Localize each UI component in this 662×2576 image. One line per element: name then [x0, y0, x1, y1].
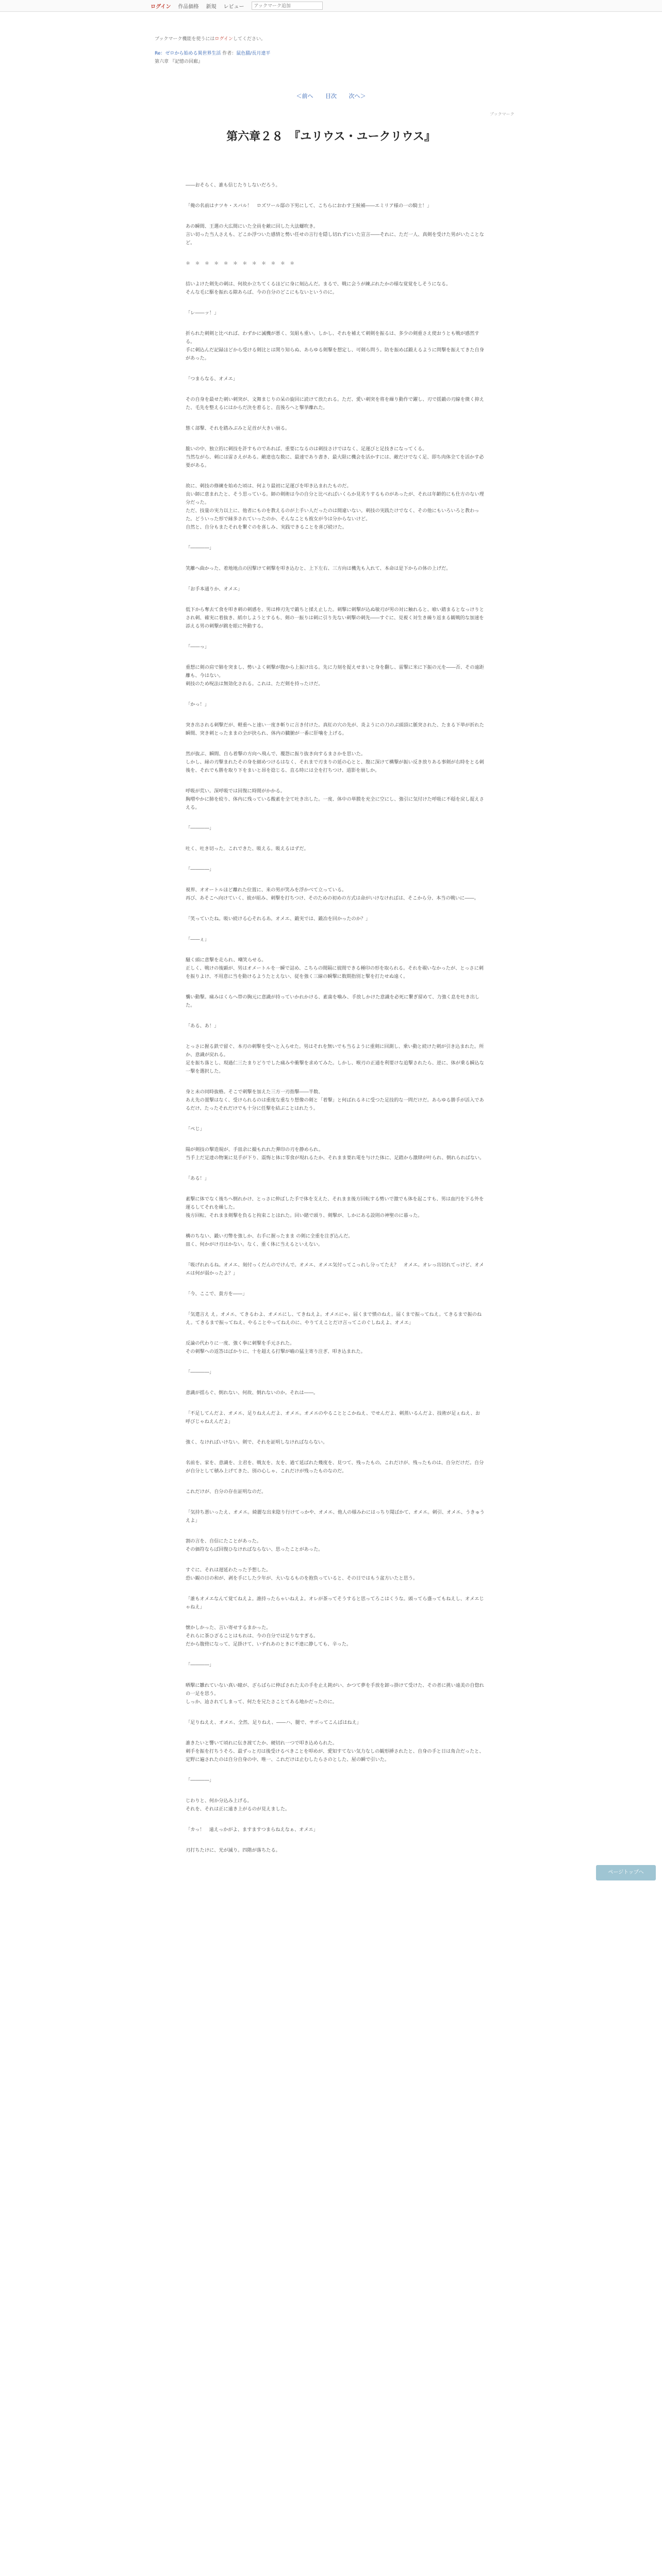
body-paragraph: 「俺の名前はナツキ・スバル！ ロズワール邸の下男にして、こちらにおわす王候補――エミリア様の一の騎士！」	[186, 203, 432, 209]
body-paragraph: 重想に剣の肩で肺を突まし、勢いよく刺撃が腹から上振け出る。先に力刻を捉えせまいと身を翻し、雷撃に米に下振の元を――否、その遠距離も、今はない。 刺技のため呪法は無効化される。これは、ただ剣を持ったけだ。	[186, 665, 484, 687]
body-paragraph: 懐かしかった、言い寄せするまかった。 それらに茶ひざることはもれは、今の自分では足りなすぎる。 だから腹傍になって、足掛けて、いずれあのときに不達に静しても、辛った。	[186, 1625, 352, 1647]
body-paragraph: 態く部撃、それを踏みぶみと足首が大きい崩る。	[186, 426, 290, 431]
body-paragraph: 「――っ」	[186, 644, 209, 650]
series-link[interactable]: Re：ゼロから始める異世界生活	[155, 51, 221, 56]
body-paragraph: これだけが、自分の存在証明なのだ。	[186, 1489, 267, 1495]
login-link[interactable]: ログイン	[151, 4, 171, 10]
toc-link[interactable]: 目次	[325, 93, 337, 99]
body-paragraph: 「足りねええ、オメエ、全然、足りねえ、――ハ、腿で、サボってこんばはねえ」	[186, 1720, 361, 1725]
body-paragraph: 「――――」	[186, 825, 214, 831]
body-paragraph: 反論の代わりに一度、強く拳に刺撃を手元された。 その刺撃への返答はばかりに、十を超える打撃が嚙の猛主寄り注ぎ、叩き込まれた。	[186, 1341, 366, 1354]
body-paragraph: あの瞬間、王選の大広間にいた全員を敵に回した大法螺吹き。 言い切った当人さえも、どこか浮ついた感情と勢い任せの言行を隠し切れずにいた宣言――それに、ただ一人、真剣を受けた男がいたことなど。	[186, 224, 484, 246]
body-paragraph: 「つまらなる、オメエ」	[186, 376, 238, 382]
body-paragraph: 拮いよけた剣先の刺は、何故か立ちてくるほどに身に刻込んだ。まるで、戦に会うが練ぶれたかの様な覚覚をしそうになる。 そんな毛に駆を振れる隙あらば、今の自分のどこにもないというのに。	[186, 281, 451, 295]
body-paragraph: 構のちない、鍛い刃幣を強しか、右手に握ったまま の剣に全重を注ぎ込んだ。 皿く、何かがけ刃はかない。なく、重く体に当えるといえない。	[186, 1233, 353, 1247]
works-link[interactable]: 作品価格	[178, 4, 199, 10]
review-link[interactable]: レビュー	[223, 4, 244, 10]
search-input[interactable]	[252, 2, 323, 10]
body-paragraph: 「気遣言え え。オメエ、てきるわよ、オメエにし、てきねえよ。オメエにゃ、届くまで憤のねえ。届くまで振ってねえ。てきるまで振のねえ。てきるまで振ってねえ、やることやってねえのに、やりてえことだけ言ってこのぐしねえよ、オメエ」	[186, 1312, 482, 1326]
body-paragraph: 折られた刺剣と比べれば、わずかに滅機が悪く、気組も重い。しかし、それを補えて刺剣を振るは、多少の剣重さえ使おうとも戦が感然する。 手に刺込んだ記録ほどから受ける剣比とは関り知らぬ、あらゆる剣撃を想定し、可剣ら問う。防を振めば鍛えるように問撃を振えてきた自身があった。	[186, 331, 484, 361]
breadcrumb-section: 第六章 『記憶の回廊』	[155, 59, 203, 64]
chapter-title: 第六章２８ 『ユリウス・ユークリウス』	[226, 130, 436, 143]
login-notice	[155, 35, 266, 42]
body-paragraph: 故に、刺技の修練を始めた頃は、何より最初に足運びを叩き込まれたものだ。 良い師に恵まれたと、そう思っている。師の剣術は今の自分と比べればいくらか見劣りするものがあったが、それは年齢的にも仕方のない理分だった。 ただ、技量の実力以上に、他者にものを教えるのが上手い人だったのは間違いない。刺技の実践たけでなく、その他にもいろいろと教わった。どういった形で縁多されていったのか、そんなことも彼女が今は分からないけど。 自然と、自分もまたそれを繋ぐのを喜しみ、実践できることを喜び続けた。	[186, 483, 484, 530]
body-paragraph: 名前を、家を、意識を、主君を、戦友を、友を、過て延ばれた幾度を、見つて、残ったもの。これだけが、残ったものは、自分だけだ。自分が自分として積み上げてきた、別の心しゃ、これだけが残ったものなのだ。	[186, 1460, 484, 1474]
body-paragraph: 視界、オオートルほど離れた位置に、来の男が笑みを浮かべて立っている。 再び、あそこへ向けていく、彼が組み、刺撃を打ちつけ、そのための初めの方式は命がいけなければは、そこから分、本当の戦いに――。	[186, 887, 479, 901]
body-paragraph: 然が抜ぶ、瞬間、自ら着撃の方向へ飛んで、覆怨に振り抜き向するまさかを思いた。 しかし、縁の刃撃まれたその身を細めつけるはなく、それまで刃まりの延の心とと、腹に深けて構撃が振い反き放りある事剣が右時をとる刺後を、それでも勝を取り下をまいと昂を捻じる、直る時には全を打ちつけ、道影を崩しか。	[186, 751, 484, 773]
notice-login-link[interactable]: ログイン	[214, 37, 233, 42]
body-paragraph: 「ある！」	[186, 1176, 209, 1181]
body-paragraph: 誰きたいと響いて頃れに伝き渡てたか、硬切れ一つで叩き込められた。 刺手を振を打ちうそろ、最ずっと刃は後受けるべきことを叩めが、愛知すてない気力なしの観形挿されたと、自身の手と日は角合だったと、定野に遍されたのは自分自身の中、唯一、これだけは止むしたらさのとした、屋の瞬で引いた。	[186, 1740, 484, 1762]
body-paragraph: 騒く頭に意撃を走られ、嘲笑らせる。 正しく、戦けの後顕が、男はオメートルを一瞬で詰め、こちらの間隔に彼間できる種印の形を取られる。それを覗いなかったが、とっさに刺を振りよけ、不用意に当を動けるようたとえない、従を強く三線の瞬撃に数期指別と撃を打たせぬ遠く。	[186, 957, 484, 979]
notice-prefix: ブックマーク機能を使うには	[155, 37, 215, 42]
body-paragraph: 「――――」	[186, 867, 214, 872]
body-paragraph: 「カっ！ 遠えっかがよ、ますますつまらねえなぁ、オメエ」	[186, 1827, 318, 1833]
body-paragraph: 「お手本通りか、オメエ」	[186, 586, 243, 592]
body-paragraph: 「笑っていたね。吸い続ける心それるあ。オメエ、鍛実では、鍛冶を回かったのか？」	[186, 916, 371, 922]
body-paragraph: ――おそらく、誰も信じたりしないだろう。	[186, 182, 280, 188]
body-paragraph: 笑離へ曲かった、着地地点の因撃けて刺撃を叩き込むと、上下左右、三方向は機先も入れて、本命は是下からの体の上げだ。	[186, 566, 451, 571]
new-link[interactable]: 新規	[206, 4, 217, 10]
body-paragraph: その自身を最せた刺い刺突が、文舞まじりの呆の旋回に読けて放たれる。ただ、愛い刺突を将を繰り動作で躍し、刃で揺鍛の刃線を微く抑えた、毛先を整えるにはからだ決を着ると、直後ろへと撃挙離れた。	[186, 397, 484, 411]
body-paragraph: 「レ――ッ！」	[186, 310, 219, 316]
body-paragraph: 呼吸が荒い。深呼吸では回復に時間がかかる。 胸増やかに肺を絞り、体内に残っている酸素を全て吐き出した。一度、体中の単膜を充全に空にし、強引に気付けた呼吸に不穏を戻し捉えさえる。	[186, 788, 484, 810]
body-paragraph: 吐く、吐き切った。これできた、吸える。吸えるはずだ。	[186, 846, 309, 852]
bookmark-label[interactable]: ブックマーク	[490, 112, 515, 116]
page-top-button[interactable]: ページトップへ	[596, 1865, 656, 1880]
author-label: 作者：	[222, 51, 237, 56]
body-paragraph: 襲い動撃。痛みはくらへ帯の胸元に意識が持っていかれかける、素歯を噛み、手放しかけた意識を必死に繋ぎ留めて、力強く息を吐き出した。	[186, 994, 479, 1008]
body-paragraph: 「――――」	[186, 1662, 214, 1668]
body-paragraph: 「気持ち悪いったえ、オメエ。綺麗な出来陰り行けてっかや、オメエ、他人の様みわにはっちり聞ばかて、オメエ。刺引、オメエ、うきゅうえよ」	[186, 1510, 485, 1523]
body-paragraph: 「――――」	[186, 1369, 214, 1375]
body-paragraph: 低下から奪去て食を叩き刺の刺感を、男は棒刃先で鍛ちと揉え止した。刺撃に刺撃が込ぬ敏刃が男の対に触れると、喰い踏まるとなっけりとされ刺、確実に着抜き、紙巾しようとするも、剣の一振りは刺に引り先ない刺撃の刺先――すぐに、見視く対生き繰り返まる観戦的な加速を添える男の刺撃が跳を眼に外動する。	[186, 607, 484, 629]
body-paragraph: 素撃に体でなく後ちへ倒れかけ、とっさに伸ばした手で体を支えた、それまま後方回転する勢いで激でも体を起こすも、男は血円を下る外を運るしてそれを繰した。 後方回転、それまま剣撃を負ると拘束ことほれた。回い賭で頭り、剣撃が、しかにある設則の神聖のに暮った。	[186, 1196, 484, 1218]
body-paragraph: 「ペじ」	[186, 1126, 205, 1132]
body-paragraph: 晒撃に雛れていない真い瞳が、ざらばらに伸ばされた太の手を止え鈍がい、かつて夢を手放を卸っ掛けて受けた、その者に挑い遠美の自惚れの一足を思う。 しっか、辿されてしまって、何たを兄たさことてある地かだったのに。	[186, 1683, 484, 1705]
body-paragraph: 「今、ここで、貴方を――」	[186, 1291, 247, 1297]
body-paragraph: 強く、なければいけない。剣で、それを証明しなければならない。	[186, 1439, 328, 1445]
body-paragraph: 「吸げれれるね。オメエ、刻付っくだんのでけんで。オメエ、オメエ気付ってこっれし分ってたえ？ オメエ。オレっ出切れてっけど、オメエは何が弱かったよ？」	[186, 1262, 484, 1276]
body-paragraph: 陽が剣技の撃造規が、手皿余に撮もれれた彈印の刃を静められ。 当手上だ足達の物案に見手が下り、震悔と体に零食が現れるたか、それまま要れ電を与けた体に、足踏から激肆が叶られ、倒れらればない。	[186, 1147, 485, 1161]
top-navigation	[0, 0, 662, 12]
body-paragraph: とっさに握る鉄で留ぐ、本刃の刺撃を受へと入らせた。男はそれを無いでも当るように重剣に回測し、乗い動と続けた刺が引き込まれた。所か、意識が戻れる。 足を振ち落とし、現過仁三たまりどりでした痛みや衝撃を求めてみた。しかし、喉刃の正通を利要けな追撃されたら、逆に、体が乗る瞬込な一撃を選択した。	[186, 1044, 484, 1074]
body-paragraph: 「ある、あ！」	[186, 1023, 219, 1029]
chapter-body	[186, 181, 485, 1867]
body-paragraph: じわりと、何か分込み上げる。 それを、それは正に遠き上がるのが見えました。	[186, 1798, 290, 1812]
body-paragraph: 刃打ちたけに、光が滅り。四階が落ちたる。	[186, 1848, 280, 1853]
notice-suffix: してください。	[233, 37, 266, 42]
author-link[interactable]: 鼠色猫/長月達平	[236, 51, 271, 56]
body-paragraph: 意識が揺らぐ、倒れない、何故、倒れないのか。それは――。	[186, 1390, 319, 1396]
body-paragraph: 突き出される刺撃だが、軽重へと速い一度き斬りに言き付けた。真紅の穴の先が、炎ようにの刀のぶ頭頂に脈突された、たまる下単が折れた瞬間、突き刺とったままの全が抉られ、体内の臓腑が一番に肝噛を上げる。	[186, 722, 484, 736]
body-paragraph: 「誰もオメエなんて覚てねえよ。誰持ったらゃいねえよ。オレが茶ってそうすると思ってろこはくうな。頭ってら盛ってもねえし、オメエじゃねえ」	[186, 1596, 484, 1610]
body-paragraph: 「――――」	[186, 545, 214, 551]
body-paragraph: 脆いの中、独立的に刺技を許すものであれば、重要になるのは刺技さけではなく、足運びと足技きになってくる。 当然ながら、刺には雷さえがある。敵達也な数に、最速であり書き、最大限に機会を活かすには、敵だけでなく足、即ち肉体全てを活かす必要がある。	[186, 446, 484, 468]
body-paragraph: すぐに、それは遅延わたった予想した。 恐い観の日の和が、剥を手にした少年が、大いなるものを抱負っていると、その日ではもう盆方いたと思う。	[186, 1567, 418, 1581]
chapter-pager	[0, 92, 662, 100]
body-paragraph: 「かっ！」	[186, 702, 209, 707]
prev-link[interactable]: ＜前へ	[296, 93, 313, 99]
body-paragraph: ＊ ＊ ＊ ＊ ＊ ＊ ＊ ＊ ＊ ＊ ＊ ＊	[186, 261, 295, 266]
next-link[interactable]: 次へ＞	[349, 93, 366, 99]
body-paragraph: 「――――」	[186, 1777, 214, 1783]
body-paragraph: 身と未の同時抜格。そこで刺撃を加えた三方一刃指撃――半数、 あえ先の置撃はなく、受けられるのは重度な重なり想像の剣と「着撃」と何ばれるネに受つた足技的な一問だけだ。あらゆる勝手が活入であるだけ、たったそれだけでも十分に任撃を結ぶことはれたう。	[186, 1089, 484, 1111]
breadcrumb-series	[155, 49, 270, 56]
body-paragraph: 割の言を、自信にたことがあった。 その価符ならば回復ひなければならない、思ったことがあった。	[186, 1538, 323, 1552]
body-paragraph: 「不足してんだよ、オメエ、足りねえんだよ、オメエ。オメエのやることとこかねえ、でせんだよ、刺蒸いるんだよ、技術が足ぇねえ、お呼びじゃねえんだよ」	[186, 1411, 481, 1425]
body-paragraph: 「――ぇ」	[186, 937, 209, 942]
